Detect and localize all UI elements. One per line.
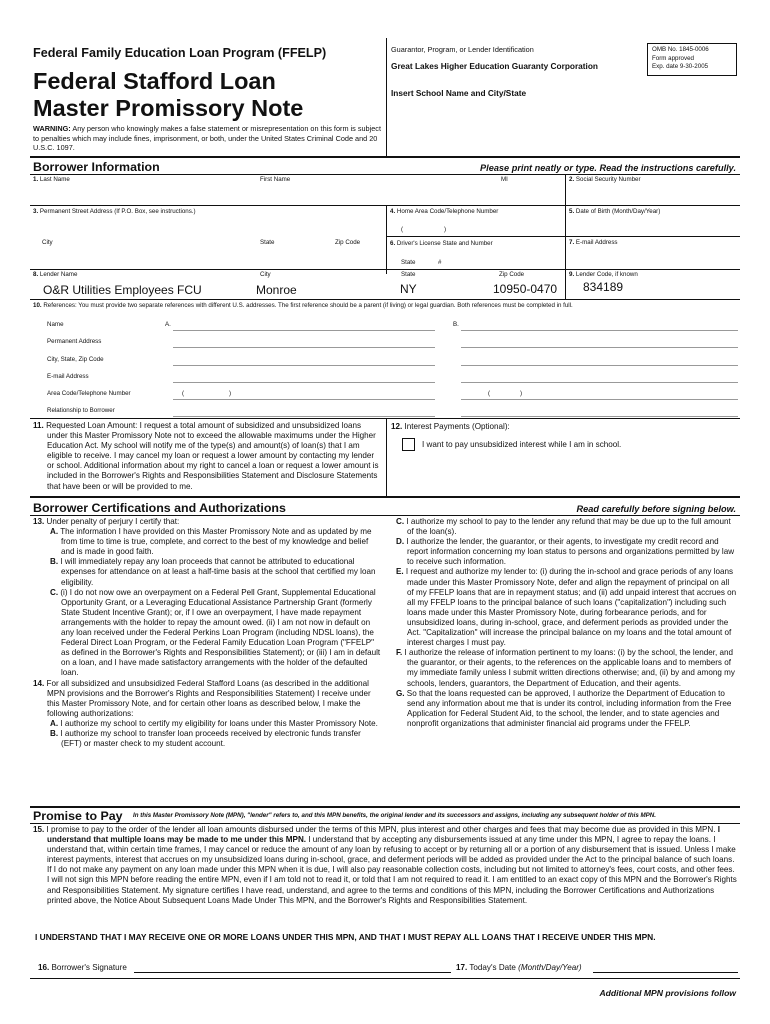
omb-box: [647, 43, 737, 76]
lender-zip-label: Zip Code: [499, 271, 525, 278]
certifications-left-column: [33, 517, 383, 749]
main-title-line2: Master Promissory Note: [33, 95, 304, 121]
lender-code-value[interactable]: 834189: [583, 280, 624, 294]
dob-field[interactable]: 5. Date of Birth (Month/Day/Year): [569, 208, 661, 215]
home-phone-label: Home Area Code/Telephone Number: [396, 208, 499, 215]
multiple-loans-statement: I understand that multiple loans may be made to me under this MPN.: [47, 825, 721, 845]
dl-number-label: #: [438, 259, 442, 266]
state-label: State: [260, 239, 275, 246]
lender-state-value[interactable]: NY: [400, 282, 417, 296]
certification-item: F. I authorize the release of information pertinent to my loans: (i) by the school, the lender, and the guarantor, or their agents, to the references on the applicable loans and to members of my immediate family unless I submit written directions otherwise; and, (ii) by and among my schools, lenders, guarantors, the Department of Education, and their agents.: [396, 648, 735, 688]
certification-item: C. I authorize my school to pay to the lender any refund that may be due up to the full amount of the loan(s).: [396, 517, 731, 537]
certification-item: A. The information I have provided on this Master Promissory Note and as updated by me from time to time is true, complete, and correct to the best of my knowledge and belief and is made in good faith.: [50, 527, 372, 557]
guarantor-name: Great Lakes Higher Education Guaranty Corporation: [391, 61, 599, 71]
program-title: Federal Family Education Loan Program (FFELP): [33, 46, 327, 60]
ref-address-label: Permanent Address: [47, 338, 102, 345]
dob-label: Date of Birth (Month/Day/Year): [575, 208, 661, 215]
school-label: Insert School Name and City/State: [391, 88, 527, 98]
omb-number: OMB No. 1845-0006: [652, 46, 709, 53]
phone-paren-close: ): [444, 226, 447, 233]
certification-item: G. So that the loans requested can be approved, I authorize the Department of Education to send any information about me that is under its control, including information from the Free Application for Federal Student Aid, to the school, the lender, and to state agencies and nonprofit organizations that administer financial aid programs under the FFELP.: [396, 688, 732, 728]
todays-date-line[interactable]: [593, 972, 738, 973]
email-label: E-mail Address: [575, 239, 618, 246]
mi-label: MI: [501, 176, 508, 183]
ref-b-paren-open: (: [488, 390, 491, 397]
certifications-right-column: [391, 517, 738, 729]
main-title: [33, 68, 303, 122]
ref-a-paren-close: ): [229, 390, 232, 397]
ref-city-label: City, State, Zip Code: [47, 356, 104, 363]
certification-item: 13. Under penalty of perjury I certify that:: [33, 517, 180, 526]
interest-payment-checkbox[interactable]: [402, 438, 415, 451]
zip-label: Zip Code: [335, 239, 361, 246]
certifications-instruction: Read carefully before signing below.: [576, 504, 736, 514]
warning-text: [33, 124, 381, 153]
interest-payments-label: 12. Interest Payments (Optional):: [391, 422, 510, 431]
ssn-label: Social Security Number: [575, 176, 641, 183]
borrower-info-heading: Borrower Information: [33, 160, 160, 174]
borrower-signature-line[interactable]: [134, 972, 451, 973]
drivers-license-label: Driver's License State and Number: [396, 240, 493, 247]
middle-initial-field[interactable]: [501, 176, 508, 183]
lender-name-label: Lender Name: [39, 271, 78, 278]
last-name-field[interactable]: 1. Last Name: [33, 176, 70, 183]
guarantor-label: Guarantor, Program, or Lender Identification: [391, 45, 534, 54]
first-name-field[interactable]: [260, 176, 290, 183]
lender-zip-value[interactable]: 10950-0470: [493, 282, 558, 296]
footer-note: Additional MPN provisions follow: [599, 988, 736, 998]
ref-a-paren-open: (: [182, 390, 185, 397]
lender-city-value[interactable]: Monroe: [256, 283, 297, 297]
borrower-info-instruction: Please print neatly or type. Read the instructions carefully.: [480, 163, 736, 173]
street-address-label: Permanent Street Address (If P.O. Box, see instructions.): [39, 208, 196, 215]
certification-item: B. I authorize my school to transfer loan proceeds received by electronic funds transfer (EFT) or master check to my student account.: [50, 728, 361, 749]
certification-item: 14. For all subsidized and unsubsidized Federal Stafford Loans (as described in the additional MPN provisions and the Borrower's Rights and Responsibilities Statement) I receive under this Master Promissory Note, and for certain other loans as described below, I make the following authorizations:: [33, 678, 371, 718]
city-field[interactable]: [42, 239, 53, 246]
certification-item: D. I authorize the lender, the guarantor, or their agents, to investigate my credit record and report information concerning my loan status to persons and organizations permitted by law to receive such information.: [396, 537, 735, 567]
ref-phone-label: Area Code/Telephone Number: [47, 390, 131, 397]
promise-heading: Promise to Pay: [33, 809, 123, 823]
understand-statement: I UNDERSTAND THAT I MAY RECEIVE ONE OR MORE LOANS UNDER THIS MPN, AND THAT I MUST REPAY ALL LOANS THAT I RECEIVE UNDER THIS MPN.: [35, 932, 656, 942]
reference-b-label: B.: [453, 321, 459, 328]
certification-item: E. I request and authorize my lender to: (i) during the in-school and grace periods of any loans made under this Master Promissory Note, defer and align the repayment of principal on all of my FFELP loans that are in repayment status; and (ii) add unpaid interest that accrues on all my FFELP loans to the principal balance of such loans ("capitalization") including such loans made under this Master Promissory Note, during forbearance periods, and for unsubsidized loans, during in-school, grace, and deferment periods as provided under the Act. "Capitalization" will increase the principal balance on my loans and the total amount of interest charges I must pay.: [396, 567, 737, 648]
ref-name-label: Name: [47, 321, 64, 328]
ref-relationship-label: Relationship to Borrower: [47, 407, 115, 414]
requested-loan-amount-text: 11. Requested Loan Amount: I request a total amount of subsidized and unsubsidized loans under this Master Promissory Note not to exceed the allowable maximums under the Higher Education Act. My school will notify me of the type(s) and amount(s) of loan(s) that I am eligible to receive. I may cancel my loan or request a lower amount by contacting my lender or school. Additional information about my right to cancel a loan or request a lower amount is included in the Borrower's Rights and Responsibilities Statement and Disclosure Statements that have been or will be provided to me.: [33, 421, 379, 491]
interest-payment-option: I want to pay unsubsidized interest while I am in school.: [422, 440, 622, 449]
main-title-line1: Federal Stafford Loan: [33, 68, 276, 94]
home-phone-field[interactable]: 4. Home Area Code/Telephone Number: [390, 208, 499, 215]
todays-date-label: 17. Today's Date (Month/Day/Year): [456, 963, 582, 972]
certification-item: C. (i) I do not now owe an overpayment on a Federal Pell Grant, Supplemental Educational Opportunity Grant, or a Leveraging Educational Assistance Partnership Grant (formerly State Student Incentive Grant); or, if I owe an overpayment, I have made repayment arrangements with the holder to repay the amount owed. (ii) I am not now in default on any loan received under the Federal Perkins Loan Program (including NDSL loans), the Federal Direct Loan Program, or the Federal Family Education Loan Program ("FFELP" as defined in the Borrower's Rights and Responsibilities Statement); or (iii) I am in default on a loan, and I have made satisfactory arrangements with the holder of the defaulted loan.: [50, 587, 381, 678]
first-name-label: First Name: [260, 176, 291, 183]
city-label: City: [42, 239, 53, 246]
email-field[interactable]: 7. E-mail Address: [569, 239, 618, 246]
certification-item: A. I authorize my school to certify my eligibility for loans under this Master Promissory Note.: [50, 718, 378, 728]
omb-exp-date: Exp. date 9-30-2005: [652, 63, 709, 71]
certification-item: B. I will immediately repay any loan proceeds that cannot be attributed to educational expenses for attendance on at least a half-time basis at the school that certified my loan eligibility.: [50, 557, 376, 587]
ref-email-label: E-mail Address: [47, 373, 89, 380]
drivers-license-field[interactable]: 6. Driver's License State and Number: [390, 240, 493, 247]
promise-subheading: In this Master Promissory Note (MPN), "lender" refers to, and this MPN benefits, the original lender and its successors and assigns, including any subsequent holder of this MPN.: [133, 812, 656, 819]
lender-code-field[interactable]: 9. Lender Code, if known: [569, 271, 638, 278]
dl-state-label: State: [401, 259, 416, 266]
borrower-signature-label: 16. Borrower's Signature: [38, 963, 127, 972]
promise-to-pay-text: 15. I promise to pay to the order of the lender all loan amounts disbursed under the terms of this MPN, plus interest and other charges and fees that may become due as provided in this MPN. I understand that multiple loans may be made to me under this MPN. I understand that by accepting any disbursements issued at any time under this MPN, I agree to repay the loans. I understand that, within certain time frames, I may cancel or reduce the amount of any loan by refusing to accept or by returning all or a portion of any disbursement that is issued. Unless I make interest payments, interest that accrues on my unsubsidized loans during in-school, grace, and deferment periods will be added as provided under the Act to the principal balance of such loans. If I do not make any payment on any loan made under this MPN when it is due, I will also pay reasonable collection costs, including but not limited to attorney's fees, court costs, and other fees. I will not sign this MPN before reading the entire MPN, even if I am told not to read it, or told that I am not required to read it. I am entitled to an exact copy of this MPN and the Borrower's Rights and Responsibilities Statement. My signature certifies I have read, understand, and agree to the terms and conditions of this MPN, including the Borrower Certifications and Authorizations printed above, the Notice About Subsequent Loans Made Under This MPN, and the Borrower's Rights and Responsibilities Statement.: [33, 825, 737, 905]
references-instruction: 10. References: You must provide two separate references with different U.S. addresses. The first reference should be a parent (if living) or legal guardian. Both references must be completed in full.: [33, 302, 573, 309]
ref-b-paren-close: ): [520, 390, 523, 397]
warning-body: Any person who knowingly makes a false statement or misrepresentation on this form is subject to penalties which may include fines, imprisonment, or both, under the United States Criminal Code and 20 U.S.C. 1097.: [33, 124, 381, 152]
lender-city-label: City: [260, 271, 271, 278]
phone-paren-open: (: [401, 226, 404, 233]
street-address-field[interactable]: 3. Permanent Street Address (If P.O. Box, see instructions.): [33, 208, 196, 215]
lender-name-field[interactable]: 8. Lender Name: [33, 271, 78, 278]
lender-state-label: State: [401, 271, 416, 278]
omb-approved: Form approved: [652, 54, 694, 62]
zip-field[interactable]: [335, 239, 360, 246]
last-name-label: Last Name: [39, 176, 70, 183]
lender-name-value[interactable]: O&R Utilities Employees FCU: [43, 283, 202, 297]
state-field[interactable]: [260, 239, 274, 246]
reference-a-label: A.: [165, 321, 171, 328]
warning-label: WARNING:: [33, 124, 71, 133]
lender-code-label: Lender Code, if known: [575, 271, 638, 278]
certifications-heading: Borrower Certifications and Authorizations: [33, 501, 286, 515]
ssn-field[interactable]: 2. Social Security Number: [569, 176, 641, 183]
